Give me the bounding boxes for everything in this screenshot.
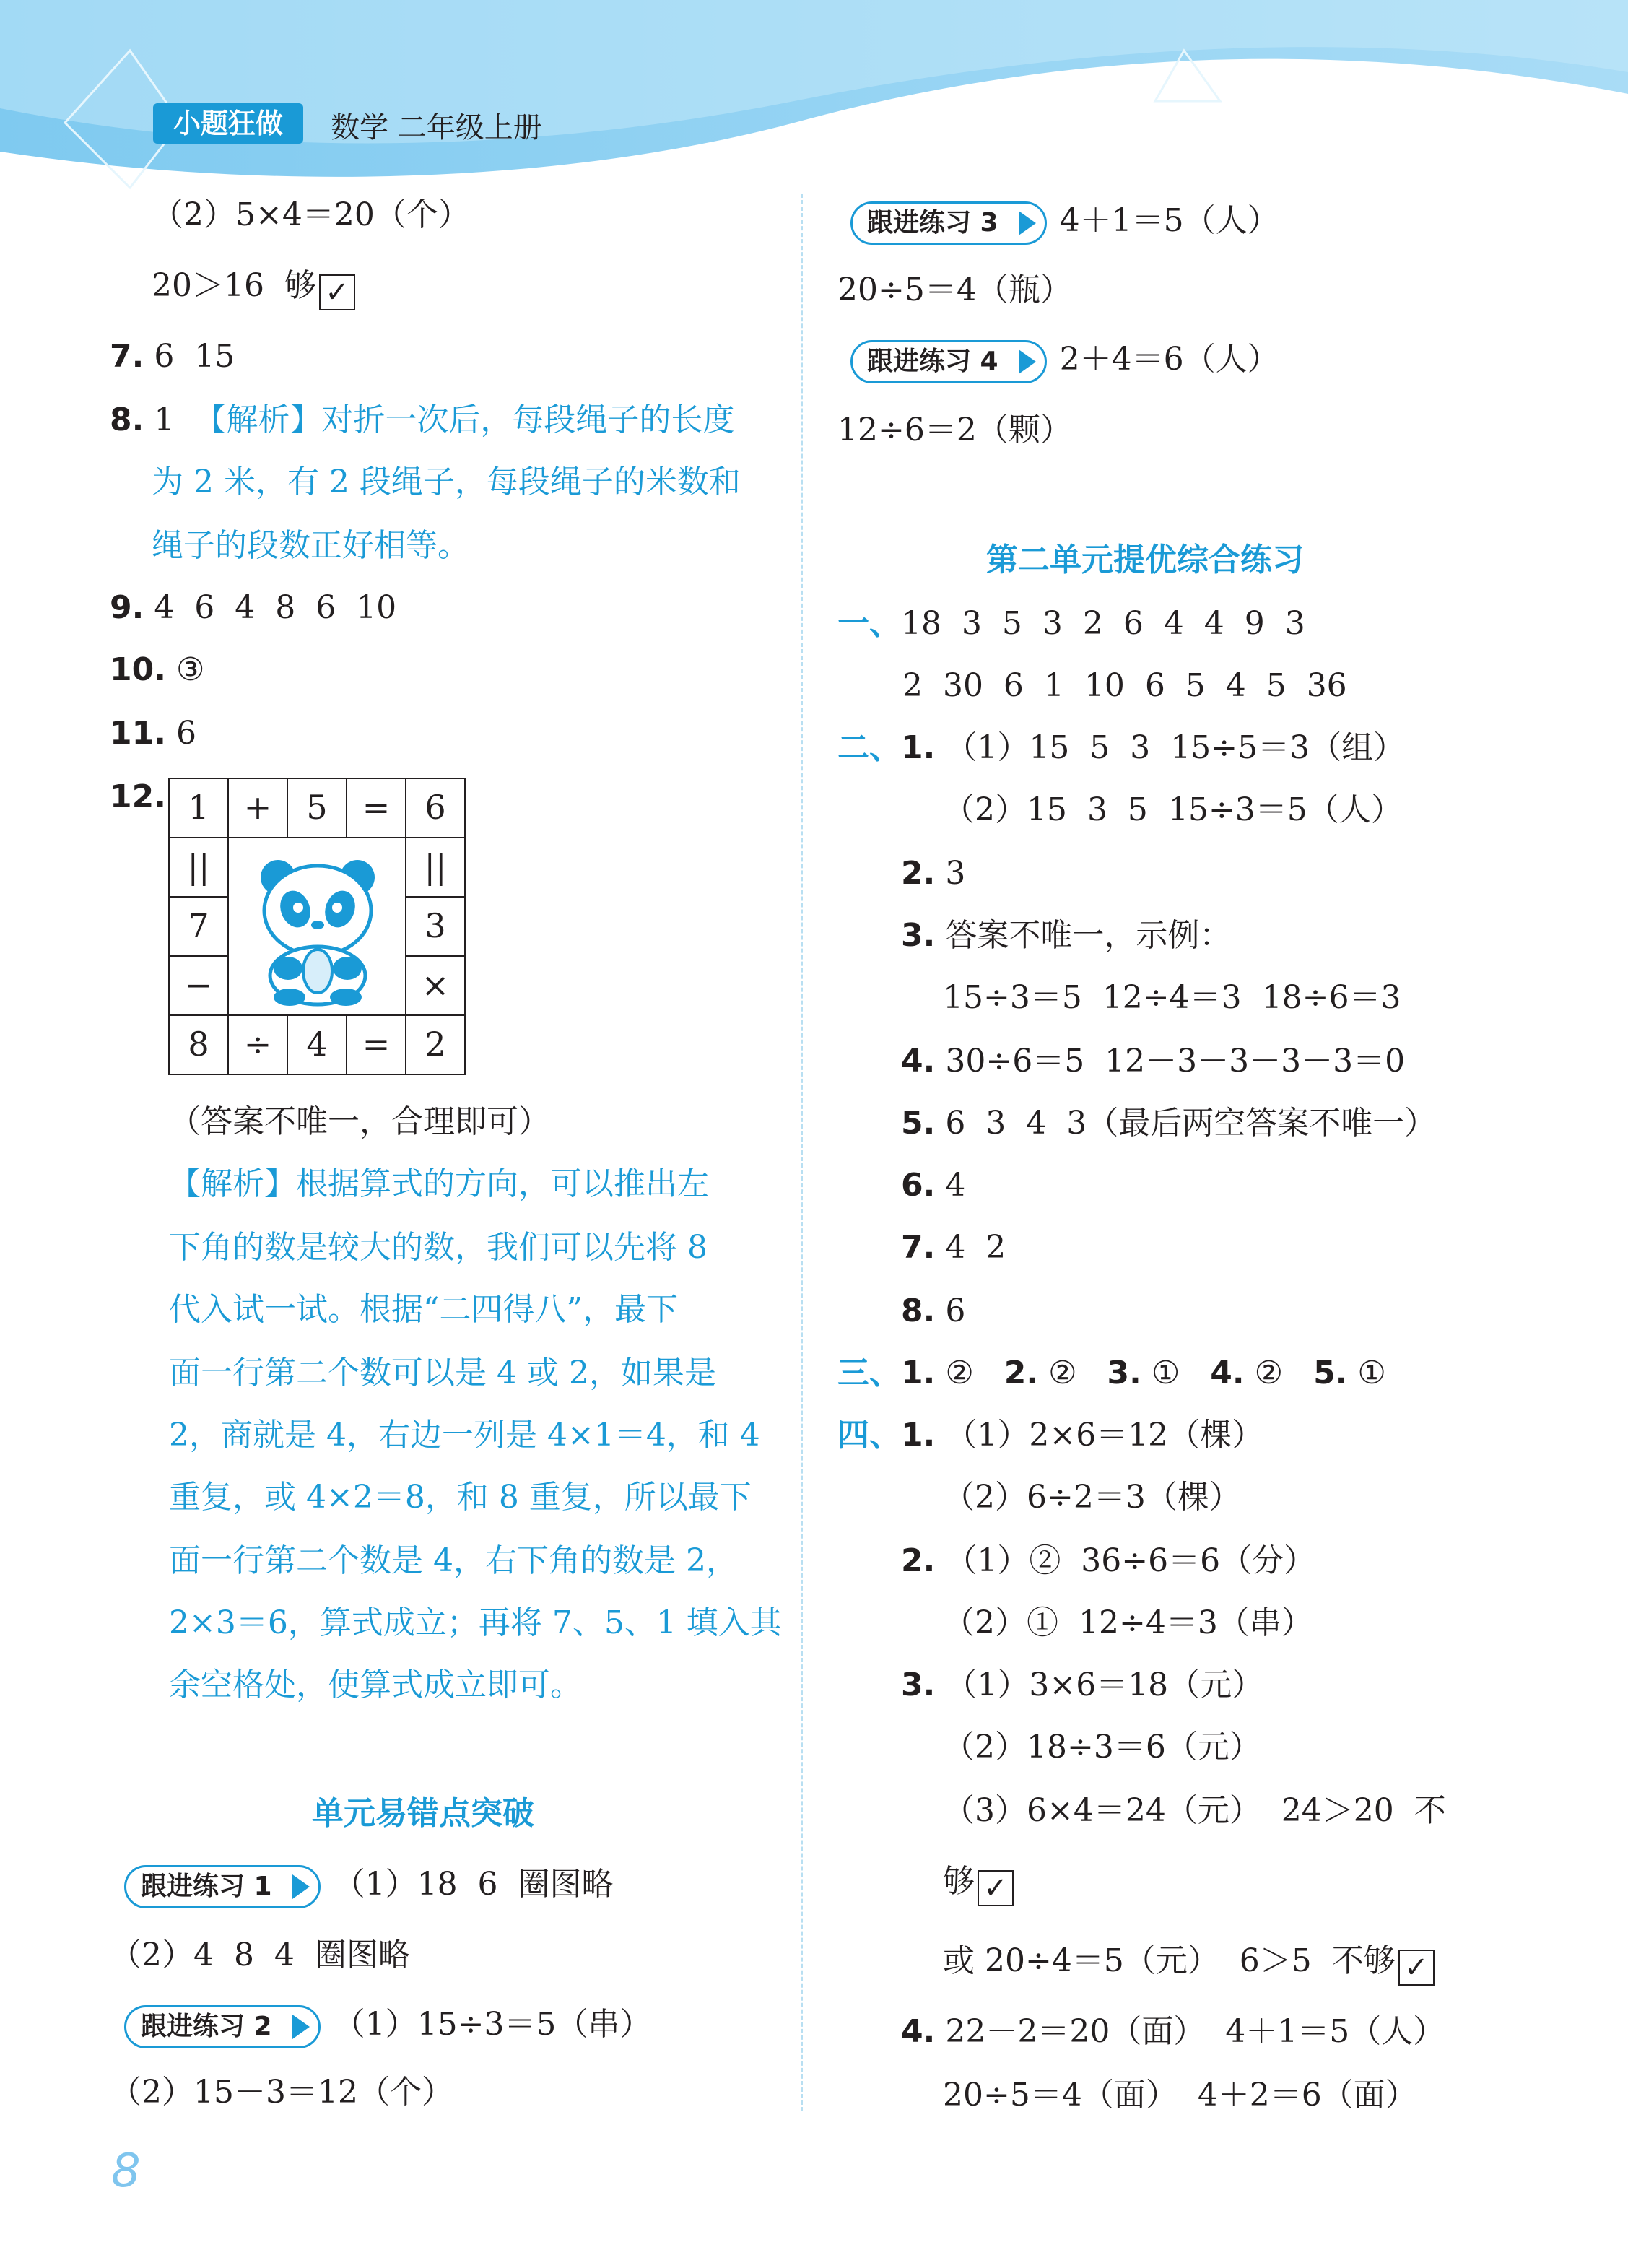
part-1-row: 2 30 6 1 10 6 5 4 5 36 <box>902 667 1347 704</box>
answer-line: 20＞16 够 ✓ <box>152 266 355 310</box>
grid-cell: + <box>227 778 288 838</box>
part-2-q3: 3. 答案不唯一，示例： <box>901 917 1232 954</box>
grid-cell: || <box>405 837 466 898</box>
question-8: 8. 1 【解析】对折一次后，每段绳子的长度 <box>110 401 735 438</box>
answer-line: 20÷5＝4（瓶） <box>837 271 1072 308</box>
question-11: 11. 6 <box>110 715 196 752</box>
page-number: 8 <box>111 2145 141 2198</box>
grid-cell: 8 <box>168 1014 229 1075</box>
part-4-q4: 4. 22－2＝20（面） 4＋1＝5（人） <box>901 2013 1445 2050</box>
answer-line: （2）18÷3＝6（元） <box>943 1729 1261 1765</box>
answer-line: （2）6÷2＝3（棵） <box>943 1479 1241 1516</box>
section-title: 第二单元提优综合练习 <box>986 542 1304 578</box>
question-10: 10. ③ <box>110 651 205 688</box>
follow-practice-label: 跟进练习 3 <box>850 201 1047 245</box>
grid-cell: − <box>168 955 229 1016</box>
part-2-q8: 8. 6 <box>901 1292 966 1329</box>
answer-line: （2）15－3＝12（个） <box>110 2074 453 2111</box>
grid-cell: 3 <box>405 896 466 957</box>
follow-practice-label: 跟进练习 4 <box>850 340 1047 383</box>
play-arrow-icon <box>1019 211 1036 235</box>
section-title: 单元易错点突破 <box>312 1795 534 1832</box>
analysis-line: 重复，或 4×2＝8，和 8 重复，所以最下 <box>169 1479 752 1516</box>
answer-line: 12÷6＝2（颗） <box>837 412 1072 448</box>
part-3-row: 三、1. ② 2. ② 3. ① 4. ② 5. ① <box>837 1355 1386 1391</box>
part-1-row: 一、18 3 5 3 2 6 4 4 9 3 <box>837 605 1305 642</box>
follow-practice-3: 跟进练习 3 4＋1＝5（人） <box>850 201 1279 245</box>
answer-line: 或 20÷4＝5（元） 6＞5 不够 ✓ <box>943 1941 1435 1986</box>
part-2-q4: 4. 30÷6＝5 12－3－3－3－3＝0 <box>901 1043 1406 1079</box>
follow-practice-label: 跟进练习 1 <box>124 1865 321 1908</box>
grid-cell: = <box>346 1014 406 1075</box>
part-2-q6: 6. 4 <box>901 1167 966 1204</box>
follow-practice-2: 跟进练习 2 （1）15÷3＝5（串） <box>124 2004 651 2048</box>
play-arrow-icon <box>292 1874 310 1899</box>
part-2-q2: 2. 3 <box>901 855 966 892</box>
grid-cell: 4 <box>287 1014 347 1075</box>
follow-practice-label: 跟进练习 2 <box>124 2005 321 2048</box>
answer-note: （答案不唯一，合理即可） <box>169 1103 550 1140</box>
grid-cell: 6 <box>405 778 466 838</box>
column-divider <box>801 194 803 2111</box>
analysis-line: 【解析】根据算式的方向，可以推出左 <box>169 1165 709 1202</box>
analysis-line: 为 2 米，有 2 段绳子，每段绳子的米数和 <box>152 464 741 500</box>
analysis-line: 余空格处，使算式成立即可。 <box>169 1667 582 1703</box>
analysis-line: 代入试一试。根据“二四得八”，最下 <box>169 1291 678 1328</box>
brand-badge: 小题狂做 <box>153 103 303 144</box>
check-box-icon: ✓ <box>1398 1950 1435 1986</box>
play-arrow-icon <box>1019 349 1036 374</box>
question-9: 9. 4 6 4 8 6 10 <box>110 589 397 626</box>
grid-cell: = <box>346 778 406 838</box>
analysis-line: 面一行第二个数是 4，右下角的数是 2， <box>169 1542 738 1579</box>
grid-cell: 1 <box>168 778 229 838</box>
check-box-icon: ✓ <box>978 1870 1014 1906</box>
follow-practice-1: 跟进练习 1 （1）18 6 圈图略 <box>124 1864 614 1908</box>
question-7: 7. 6 15 <box>110 338 235 375</box>
answer-line: （2）15 3 5 15÷3＝5（人） <box>943 791 1403 828</box>
grid-cell: 2 <box>405 1014 466 1075</box>
check-box-icon: ✓ <box>319 274 355 310</box>
answer-line: （3）6×4＝24（元） 24＞20 不 <box>943 1792 1446 1829</box>
part-2-q5: 5. 6 3 4 3（最后两空答案不唯一） <box>901 1105 1437 1142</box>
grid-cell: × <box>405 955 466 1016</box>
analysis-line: 2×3＝6，算式成立；再将 7、5、1 填入其 <box>169 1604 782 1641</box>
analysis-line: 绳子的段数正好相等。 <box>152 527 469 564</box>
answer-line: 20÷5＝4（面） 4＋2＝6（面） <box>943 2077 1417 2113</box>
grid-cell: || <box>168 837 229 898</box>
play-arrow-icon <box>292 2015 310 2039</box>
part-4-q2: 2. （1）② 36÷6＝6（分） <box>901 1542 1316 1579</box>
grid-cell: 5 <box>287 778 347 838</box>
part-4-q3: 3. （1）3×6＝18（元） <box>901 1667 1264 1703</box>
grid-cell: ÷ <box>227 1014 288 1075</box>
answer-line: 够 ✓ <box>943 1861 1014 1906</box>
question-12-number: 12. <box>110 778 166 815</box>
answer-line: （2）4 8 4 圈图略 <box>110 1937 410 1973</box>
part-2-q1: 二、1. （1）15 5 3 15÷5＝3（组） <box>837 729 1406 766</box>
part-2-q7: 7. 4 2 <box>901 1229 1006 1266</box>
panda-illustration-box <box>227 837 406 1016</box>
puzzle-grid <box>169 778 466 1076</box>
analysis-line: 2，商就是 4，右边一列是 4×1＝4，和 4 <box>169 1417 760 1454</box>
answer-line: （2）① 12÷4＝3（串） <box>943 1604 1313 1641</box>
page-header <box>0 0 1628 217</box>
analysis-line: 下角的数是较大的数，我们可以先将 8 <box>169 1229 708 1266</box>
header-subject: 数学 二年级上册 <box>331 111 542 144</box>
grid-cell: 7 <box>168 896 229 957</box>
part-4-q1: 四、1. （1）2×6＝12（棵） <box>837 1417 1264 1454</box>
panda-icon <box>243 847 392 1007</box>
answer-line: （2）5×4＝20（个） <box>152 196 470 233</box>
answer-line: 15÷3＝5 12÷4＝3 18÷6＝3 <box>943 979 1401 1016</box>
follow-practice-4: 跟进练习 4 2＋4＝6（人） <box>850 339 1279 383</box>
analysis-line: 面一行第二个数可以是 4 或 2，如果是 <box>169 1355 716 1391</box>
